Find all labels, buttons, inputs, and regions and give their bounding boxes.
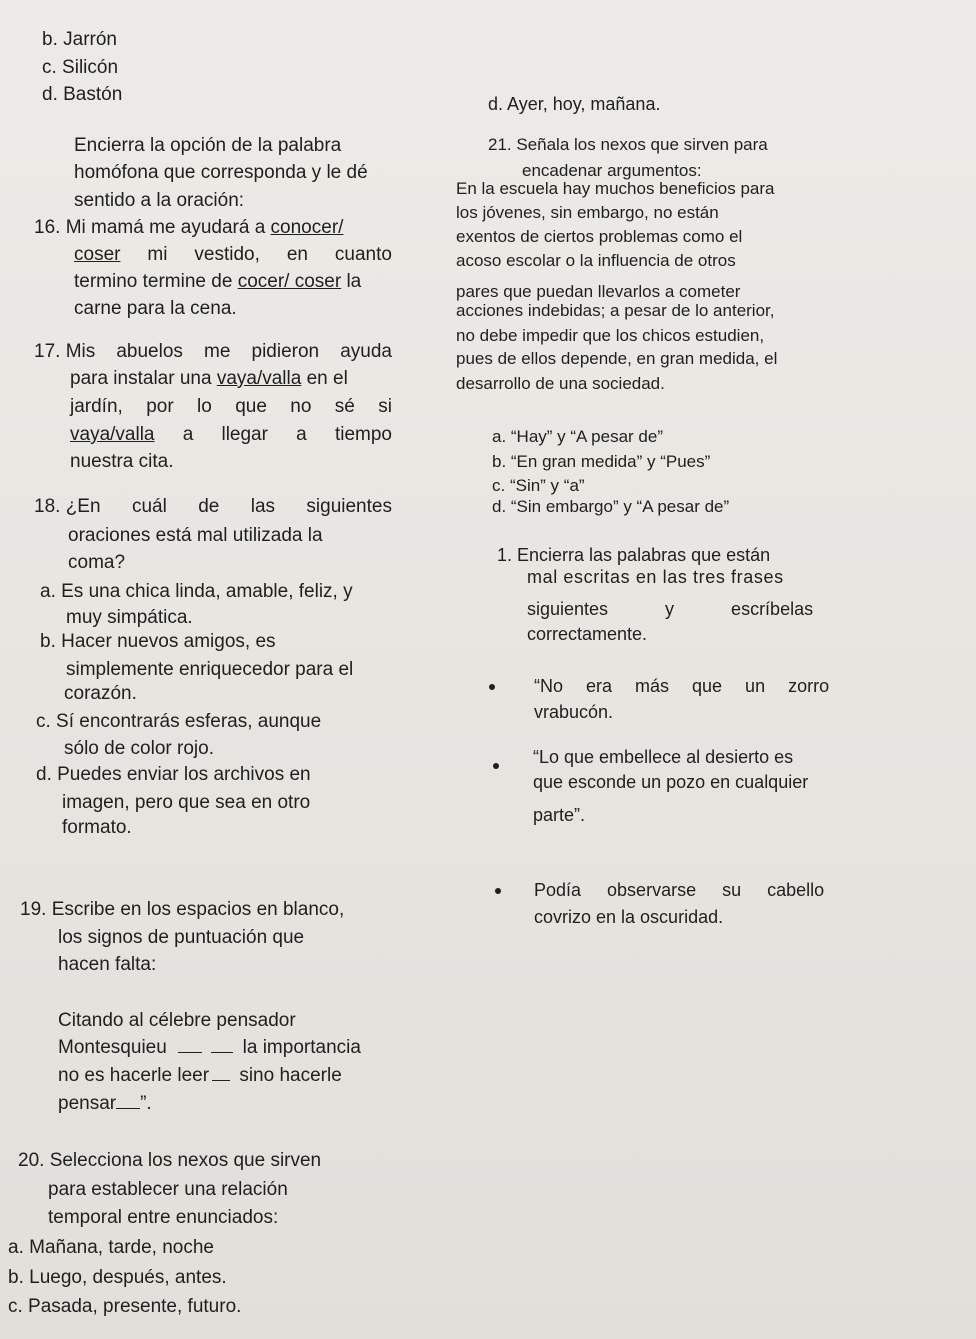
q16-line-3: termino termine de cocer/ coser la [74, 271, 362, 292]
homophone-instructions-line-2: homófona que corresponda y le dé [74, 162, 368, 183]
q18-option-b-line-1: b. Hacer nuevos amigos, es [40, 631, 276, 652]
q19-passage-line-4: pensar ”. [58, 1093, 152, 1114]
punctuation-blank-3[interactable] [212, 1079, 230, 1081]
punctuation-blank-1[interactable] [178, 1051, 202, 1053]
bullet-icon [493, 763, 499, 769]
q17-line-3: jardín, por lo que no sé si [70, 396, 392, 417]
q21-passage-line-6: acciones indebidas; a pesar de lo anterior, [456, 301, 775, 320]
q20-option-c: c. Pasada, presente, futuro. [8, 1296, 242, 1317]
q1-line-2: mal escritas en las tres frases [527, 567, 784, 587]
q17-line-5: nuestra cita. [70, 451, 174, 472]
punctuation-blank-4[interactable] [116, 1107, 140, 1109]
q16-word-choice-2: cocer/ coser [237, 271, 342, 292]
q1-line-1: 1. Encierra las palabras que están [497, 545, 771, 565]
q21-passage-line-8: pues de ellos depende, en gran medida, el [456, 349, 778, 368]
q1-sentence-1-line-1: “No era más que un zorro [534, 676, 830, 696]
q18-option-d-line-1: d. Puedes enviar los archivos en [36, 764, 311, 785]
q17-word-choice-2: vaya/valla [70, 424, 155, 445]
q18-option-d-line-3: formato. [62, 817, 132, 838]
q19-line-1: 19. Escribe en los espacios en blanco, [20, 899, 345, 920]
q18-option-a-line-1: a. Es una chica linda, amable, feliz, y [40, 581, 353, 602]
q19-line-3: hacen falta: [58, 954, 157, 975]
q18-option-b-line-3: corazón. [64, 683, 137, 704]
q16-word-choice-1b: coser [74, 244, 121, 265]
q20-line-1: 20. Selecciona los nexos que sirven [18, 1150, 322, 1171]
q21-passage-line-7: no debe impedir que los chicos estudien, [456, 326, 765, 345]
q20-line-2: para establecer una relación [48, 1179, 288, 1200]
q1-sentence-2-line-2: que esconde un pozo en cualquier [533, 772, 809, 792]
punctuation-blank-2[interactable] [211, 1051, 233, 1053]
q15-option-d-right: d. Ayer, hoy, mañana. [488, 94, 661, 114]
q18-option-b-line-2: simplemente enriquecedor para el [66, 659, 354, 680]
q21-option-a: a. “Hay” y “A pesar de” [492, 427, 664, 446]
q16-word-choice-1: conocer/ [270, 217, 344, 238]
q16-line-1: 16. Mi mamá me ayudará a conocer/ [34, 217, 344, 238]
q20-line-3: temporal entre enunciados: [48, 1207, 279, 1228]
q20-option-b: b. Luego, después, antes. [8, 1267, 227, 1288]
q21-passage-line-4: acoso escolar o la influencia de otros [456, 251, 736, 270]
q21-option-b: b. “En gran medida” y “Pues” [492, 452, 711, 471]
q18-option-c-line-2: sólo de color rojo. [64, 738, 214, 759]
q1-sentence-2-line-1: “Lo que embellece al desierto es [533, 747, 794, 767]
q19-passage-line-3: no es hacerle leer sino hacerle [58, 1065, 342, 1086]
q21-passage-line-2: los jóvenes, sin embargo, no están [456, 203, 719, 222]
q17-line-2: para instalar una vaya/valla en el [70, 368, 348, 389]
q18-line-1: 18. ¿En cuál de las siguientes [34, 496, 392, 517]
homophone-instructions-line-3: sentido a la oración: [74, 190, 245, 211]
q21-title-line-1: 21. Señala los nexos que sirven para [488, 135, 768, 154]
q19-line-2: los signos de puntuación que [58, 927, 305, 948]
q1-line-4: correctamente. [527, 624, 648, 644]
q17-line-1: 17. Mis abuelos me pidieron ayuda [34, 341, 392, 362]
q1-sentence-3-line-1: Podía observarse su cabello [534, 880, 825, 900]
q1-sentence-3-line-2: covrizo en la oscuridad. [534, 907, 724, 927]
bullet-icon [495, 888, 501, 894]
q19-passage-line-2: Montesquieu la importancia [58, 1037, 361, 1058]
q16-line-4: carne para la cena. [74, 298, 237, 319]
q21-passage-line-5: pares que puedan llevarlos a cometer [456, 282, 741, 301]
q16-line-2: coser mi vestido, en cuanto [74, 244, 392, 265]
q18-option-d-line-2: imagen, pero que sea en otro [62, 792, 311, 813]
q15-option-c: c. Silicón [42, 57, 119, 78]
q1-sentence-1-line-2: vrabucón. [534, 702, 614, 722]
q18-option-a-line-2: muy simpática. [66, 607, 193, 628]
q17-line-4: vaya/valla a llegar a tiempo [70, 424, 392, 445]
q21-passage-line-1: En la escuela hay muchos beneficios para [456, 179, 775, 198]
q18-line-3: coma? [68, 552, 126, 573]
q21-title-line-2: encadenar argumentos: [522, 161, 702, 180]
q15-option-b: b. Jarrón [42, 29, 117, 50]
q1-line-3: siguientes y escríbelas [527, 599, 814, 619]
q18-option-c-line-1: c. Sí encontrarás esferas, aunque [36, 711, 322, 732]
q1-sentence-2-line-3: parte”. [533, 805, 586, 825]
homophone-instructions-line-1: Encierra la opción de la palabra [74, 135, 342, 156]
bullet-icon [489, 684, 495, 690]
q18-line-2: oraciones está mal utilizada la [68, 525, 323, 546]
q19-passage-line-1: Citando al célebre pensador [58, 1010, 296, 1031]
q21-option-d: d. “Sin embargo” y “A pesar de” [492, 497, 730, 516]
q21-passage-line-9: desarrollo de una sociedad. [456, 374, 665, 393]
q17-word-choice-1: vaya/valla [216, 368, 302, 389]
q21-option-c: c. “Sin” y “a” [492, 476, 585, 495]
q15-option-d: d. Bastón [42, 84, 123, 105]
q20-option-a: a. Mañana, tarde, noche [8, 1237, 214, 1258]
q21-passage-line-3: exentos de ciertos problemas como el [456, 227, 743, 246]
